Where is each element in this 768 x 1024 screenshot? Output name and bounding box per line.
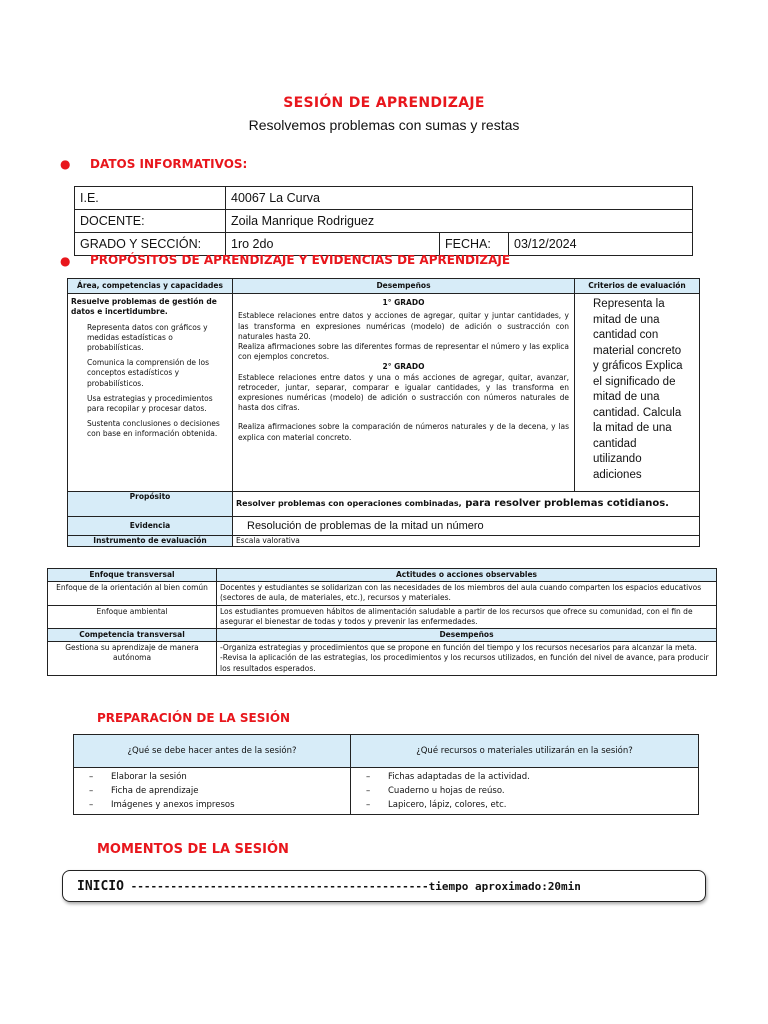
fecha-value: 03/12/2024: [509, 233, 693, 256]
grado-value: 1ro 2do: [226, 233, 440, 256]
gestiona-text-2: -Revisa la aplicación de las estrategias, los procedimientos y los recursos utilizados, en función del nivel de avance, para producir los resultados esperados.: [220, 653, 709, 673]
col-competencia: Competencia transversal: [48, 629, 217, 642]
antes-cell: [74, 768, 351, 815]
page-subtitle: Resolvemos problemas con sumas y restas: [248, 117, 520, 133]
list-item: – Lapicero, lápiz, colores, etc.: [366, 798, 695, 812]
datos-heading: DATOS INFORMATIVOS:: [90, 157, 248, 171]
ie-value: 40067 La Curva: [226, 187, 693, 210]
col-enfoque: Enfoque transversal: [48, 569, 217, 582]
evidencia-label: Evidencia: [68, 517, 233, 536]
col-criterios: Criterios de evaluación: [575, 279, 700, 294]
ambiental-text: Los estudiantes promueven hábitos de alimentación saludable a partir de los recursos que ofrece su comunidad, con el fin de asegurar el bienestar de todas y todos y prevenir las enfermedades.: [217, 605, 717, 628]
propositos-table: [67, 278, 700, 547]
proposito-label: Propósito: [68, 492, 233, 517]
docente-value: Zoila Manrique Rodriguez: [226, 210, 693, 233]
list-item: – Elaborar la sesión: [89, 770, 347, 784]
inicio-time: ---------------------------------------------tiempo aproximado:20min: [123, 880, 581, 893]
competencia-gestiona: Gestiona su aprendizaje de manera autónoma: [48, 642, 217, 676]
proposito-value: [233, 492, 700, 517]
ie-label: I.E.: [75, 187, 226, 210]
preparacion-heading: PREPARACIÓN DE LA SESIÓN: [97, 711, 291, 725]
grado2-title: 2° GRADO: [382, 362, 425, 372]
grado1-text: Establece relaciones entre datos y acciones de agregar, quitar y juntar cantidades, y las transforma en expresiones numéricas (modelo) de adición o sustracción con naturales hasta 20.: [238, 311, 569, 341]
col-recursos: ¿Qué recursos o materiales utilizarán en la sesión?: [351, 735, 699, 768]
capacidad-item: Sustenta conclusiones o decisiones con base en información obtenida.: [87, 419, 220, 439]
recursos-cell: [351, 768, 699, 815]
capacidad-item: Representa datos con gráficos y medidas estadísticas o probabilísticas.: [87, 322, 208, 353]
inicio-label: INICIO: [77, 879, 124, 894]
capacidad-item: Comunica la comprensión de los conceptos estadísticos y probabilísticos.: [87, 358, 210, 388]
bullet-icon: ●: [60, 254, 71, 268]
bien-comun-text: Docentes y estudiantes se solidarizan con las necesidades de los miembros del aula cuando comparten los espacios educativos (sectores de aula, de materiales, etc.), recursos y materiales.: [217, 582, 717, 605]
preparacion-table: [73, 734, 699, 815]
grado2-text: Realiza afirmaciones sobre la comparación de números naturales y de la decena, y las explica con material concreto.: [238, 422, 569, 442]
instrumento-value: Escala valorativa: [233, 536, 700, 547]
datos-table: [74, 186, 693, 256]
instrumento-label: Instrumento de evaluación: [68, 536, 233, 547]
list-item: – Fichas adaptadas de la actividad.: [366, 770, 695, 784]
capacidad-item: Usa estrategias y procedimientos para recopilar y procesar datos.: [87, 393, 213, 414]
col-area: Área, competencias y capacidades: [68, 279, 233, 294]
gestiona-text-1: -Organiza estrategias y procedimientos que se propone en función del tiempo y los recursos necesarios para alcanzar la meta.: [220, 643, 697, 653]
competencia: Resuelve problemas de gestión de datos e incertidumbre.: [71, 297, 217, 317]
list-item: – Ficha de aprendizaje: [89, 784, 347, 798]
col-desempenos-transversal: Desempeños: [217, 629, 717, 642]
criterios-cell: Representa la mitad de una cantidad con material concreto y gráficos Explica el significado de mitad de una cantidad. Calcula la mitad de una cantidad utilizando adiciones: [575, 294, 700, 492]
docente-label: DOCENTE:: [75, 210, 226, 233]
area-cell: [68, 294, 233, 492]
bullet-icon: ●: [60, 157, 71, 171]
enfoque-bien-comun: Enfoque de la orientación al bien común: [48, 582, 217, 605]
enfoques-table: [47, 568, 717, 676]
list-item: – Imágenes y anexos impresos: [89, 798, 347, 812]
page-title: SESIÓN DE APRENDIZAJE: [283, 95, 485, 111]
proposito-value-b: para resolver problemas cotidianos.: [461, 498, 669, 510]
propositos-heading: PROPÓSITOS DE APRENDIZAJE Y EVIDENCIAS DE APRENDIZAJE: [90, 253, 511, 267]
desempenos-cell: [233, 294, 575, 492]
proposito-value-a: Resolver problemas con operaciones combinadas,: [236, 499, 462, 509]
col-actitudes: Actitudes o acciones observables: [217, 569, 717, 582]
enfoque-ambiental: Enfoque ambiental: [48, 605, 217, 628]
fecha-label: FECHA:: [440, 233, 509, 256]
evidencia-value: Resolución de problemas de la mitad un número: [233, 517, 700, 536]
grado1-text: Realiza afirmaciones sobre las diferentes formas de representar el número y las explica con ejemplos concretos.: [238, 342, 569, 362]
grado1-title: 1° GRADO: [382, 298, 425, 308]
gestiona-text: [217, 642, 717, 676]
list-item: – Cuaderno u hojas de reúso.: [366, 784, 695, 798]
inicio-box: [62, 870, 706, 902]
col-antes: ¿Qué se debe hacer antes de la sesión?: [74, 735, 351, 768]
momentos-heading: MOMENTOS DE LA SESIÓN: [97, 842, 289, 857]
grado-label: GRADO Y SECCIÓN:: [75, 233, 226, 256]
grado2-text: Establece relaciones entre datos y una o más acciones de agregar, quitar, avanzar, retroceder, juntar, separar, comparar e igualar cantidades, y las transforma en expresiones numéricas (modelo) de adición o sustracción con números naturales de hasta dos cifras.: [238, 372, 569, 413]
col-desempenos: Desempeños: [233, 279, 575, 294]
